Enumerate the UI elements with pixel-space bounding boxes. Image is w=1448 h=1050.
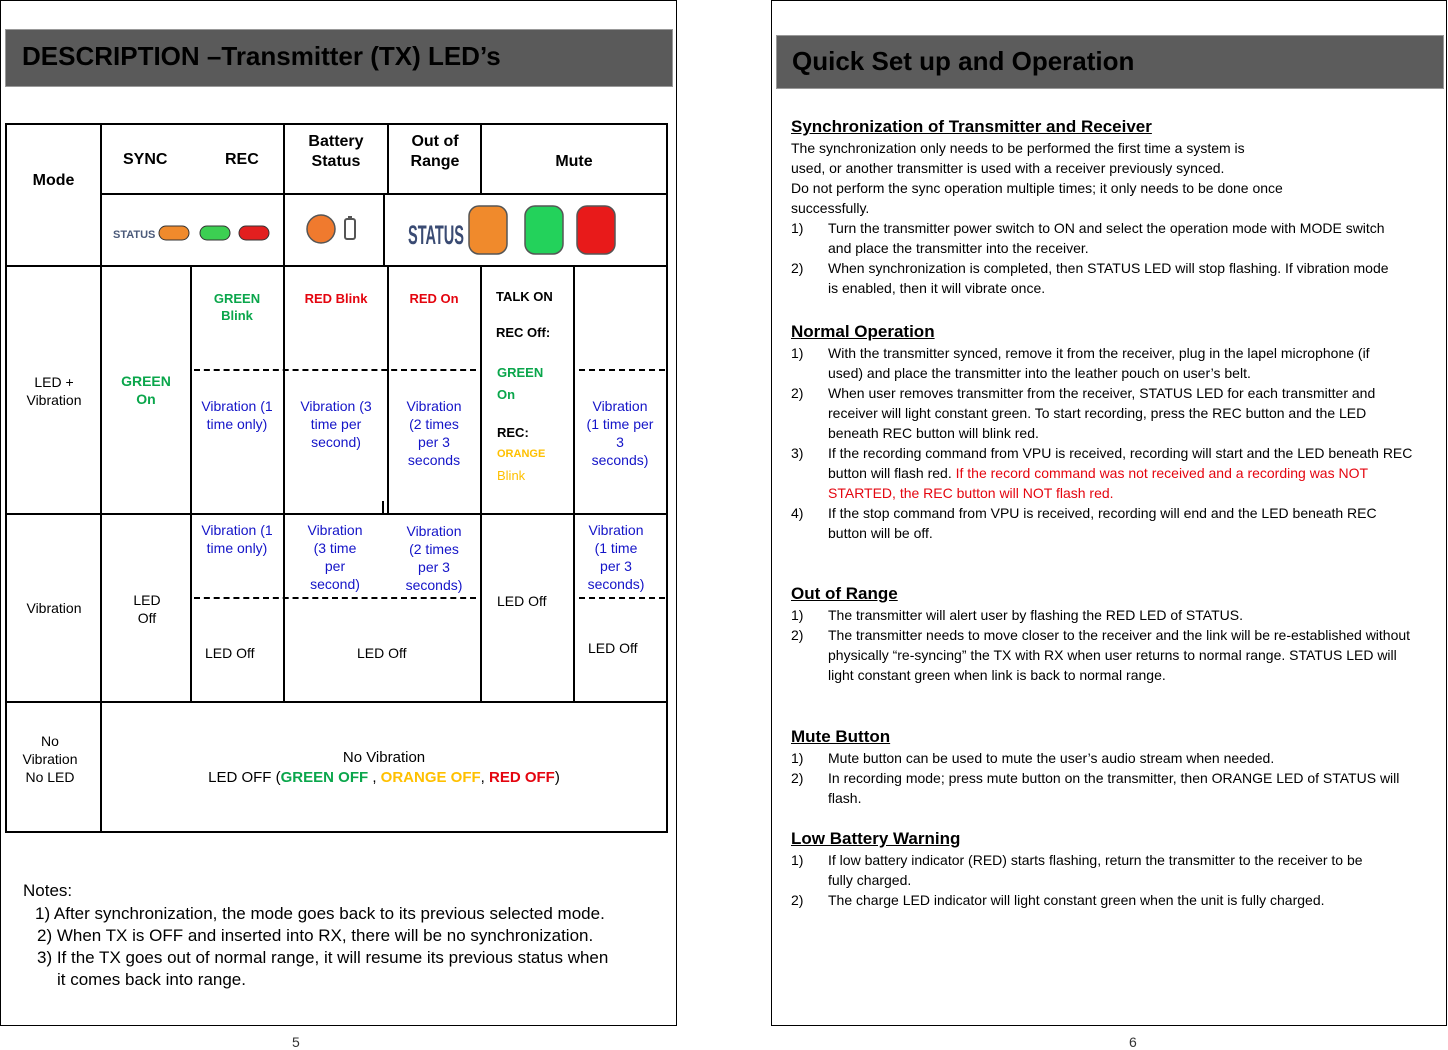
header-mode: Mode [32, 172, 75, 189]
page-number-left: 5 [292, 1034, 300, 1050]
normal-section [791, 321, 1431, 543]
sync-intro-2: used, or another transmitter is used with a receiver previously synced. [791, 160, 1225, 176]
page-title: Quick Set up and Operation [792, 46, 1135, 76]
mode-vibration: Vibration [26, 600, 82, 616]
range-item-2: 2) The transmitter needs to move closer to the receiver and the link will be re-established without physically “re-syncing” the TX with RX when user returns to normal range. STATUS LED will light constant green when link is back to normal range. [791, 627, 1411, 683]
mute-item-2: 2) In recording mode; press mute button on the transmitter, then ORANGE LED of STATUS will flash. [791, 770, 1400, 806]
header-battery-status: Battery Status [308, 133, 364, 170]
page-title-bar [776, 35, 1444, 89]
mute-green-on: On [497, 387, 516, 402]
range-item-1: 1) The transmitter will alert user by flashing the RED LED of STATUS. [791, 607, 1243, 623]
header-out-of-range: Out of Range [410, 133, 460, 170]
sync-item-1: 1) Turn the transmitter power switch to ON and select the operation mode with MODE switch and place the transmitter into the receiver. [791, 220, 1385, 256]
sync-item-2: 2) When synchronization is completed, then STATUS LED will stop flashing. If vibration mode is enabled, then it will vibrate once. [791, 260, 1389, 296]
mute-orange-blink: Blink [497, 468, 526, 483]
sync-led-off: LED Off [133, 592, 161, 626]
normal-item-2: 2) When user removes transmitter from the receiver, STATUS LED for each transmitter and receiver will light constant green. To start recording, press the REC button and the LED beneath REC button will blink red. [791, 385, 1376, 441]
rec-led-off: LED Off [205, 645, 255, 661]
status-label-large: STATUS [408, 220, 464, 250]
talk-led-off: LED Off [497, 593, 547, 609]
page-title: DESCRIPTION –Transmitter (TX) LED’s [22, 41, 501, 71]
page-number-right: 6 [1129, 1034, 1137, 1050]
mute-heading: Mute Button [791, 727, 891, 746]
sync-intro-1: The synchronization only needs to be performed the first time a system is [791, 140, 1245, 156]
range-section [791, 583, 1431, 685]
note-2: 2) When TX is OFF and inserted into RX, there will be no synchronization. [37, 926, 594, 945]
header-sync: SYNC [123, 151, 168, 168]
sync-green-on: GREEN On [121, 373, 171, 407]
page-title-bar [5, 29, 673, 87]
normal-item-1: 1) With the transmitter synced, remove it from the receiver, plug in the lapel microphone (if used) and place the transmitter into the leather pouch on user’s belt. [791, 345, 1370, 381]
mute-vibration: Vibration (1 time per 3 seconds) [586, 398, 654, 468]
battery-range-led-off: LED Off [357, 645, 407, 661]
status-label-small: STATUS [113, 229, 156, 241]
sync-section [791, 116, 1431, 298]
mute-item-1: 1) Mute button can be used to mute the user’s audio stream when needed. [791, 750, 1275, 766]
note-3: 3) If the TX goes out of normal range, it will resume its previous status when [37, 948, 609, 967]
note-3-cont: it comes back into range. [57, 970, 246, 989]
range-heading: Out of Range [791, 584, 898, 603]
sync-heading: Synchronization of Transmitter and Receiver [791, 117, 1152, 136]
range-vibration-only: Vibration (2 times per 3 seconds) [405, 523, 463, 593]
battery-vibration-only: Vibration (3 time per second) [307, 522, 363, 592]
header-mute: Mute [555, 153, 593, 170]
battery-item-2: 2) The charge LED indicator will light constant green when the unit is fully charged. [791, 892, 1325, 908]
battery-led-icon [303, 211, 363, 247]
rec-green-blink: GREEN Blink [213, 291, 261, 323]
note-1: 1) After synchronization, the mode goes back to its previous selected mode. [35, 904, 605, 923]
status-led-strip-large [407, 194, 619, 264]
battery-vibration: Vibration (3 time per second) [300, 398, 372, 450]
normal-heading: Normal Operation [791, 322, 935, 341]
mode-no-vibration: No Vibration No LED [22, 733, 78, 785]
sync-rec-led-strip [113, 225, 273, 243]
led-off-line: LED OFF (GREEN OFF , ORANGE OFF, RED OFF) [208, 769, 560, 786]
mode-led-vibration: LED + Vibration [26, 374, 82, 408]
mute-rec: REC: [497, 425, 529, 440]
mute-vibration-only: Vibration (1 time per 3 seconds) [587, 522, 645, 592]
right-page [771, 0, 1447, 1026]
battery-red-blink: RED Blink [304, 291, 368, 306]
range-red-on: RED On [409, 291, 459, 306]
rec-vibration-only: Vibration (1 time only) [201, 522, 273, 556]
mute-green: GREEN [497, 365, 544, 380]
battery-section [791, 828, 1431, 910]
normal-item-4: 4) If the stop command from VPU is received, recording will end and the LED beneath REC button will be off. [791, 505, 1377, 541]
sync-intro-3: Do not perform the sync operation multiple times; it only needs to be done once [791, 180, 1283, 196]
header-rec: REC [225, 151, 259, 168]
mute-rec-off: REC Off: [496, 325, 551, 340]
mute-orange: ORANGE [497, 448, 546, 460]
mute-section [791, 726, 1431, 808]
battery-heading: Low Battery Warning [791, 829, 961, 848]
mute-talk-on: TALK ON [496, 289, 553, 304]
notes-heading: Notes: [23, 881, 73, 900]
battery-item-1: 1) If low battery indicator (RED) starts flashing, return the transmitter to the receiver to be fully charged. [791, 852, 1363, 888]
normal-item-3: 3) If the recording command from VPU is received, recording will start and the LED beneath REC button will flash red. If the record command was not received and a recording was NOT STARTED, the REC button will NOT flash red. [791, 445, 1413, 501]
range-vibration: Vibration (2 times per 3 seconds [406, 398, 462, 468]
left-page [0, 0, 677, 1026]
sync-intro-4: successfully. [791, 200, 870, 216]
no-vibration-line: No Vibration [342, 749, 426, 766]
mute-led-off: LED Off [588, 640, 638, 656]
rec-vibration: Vibration (1 time only) [201, 398, 273, 432]
